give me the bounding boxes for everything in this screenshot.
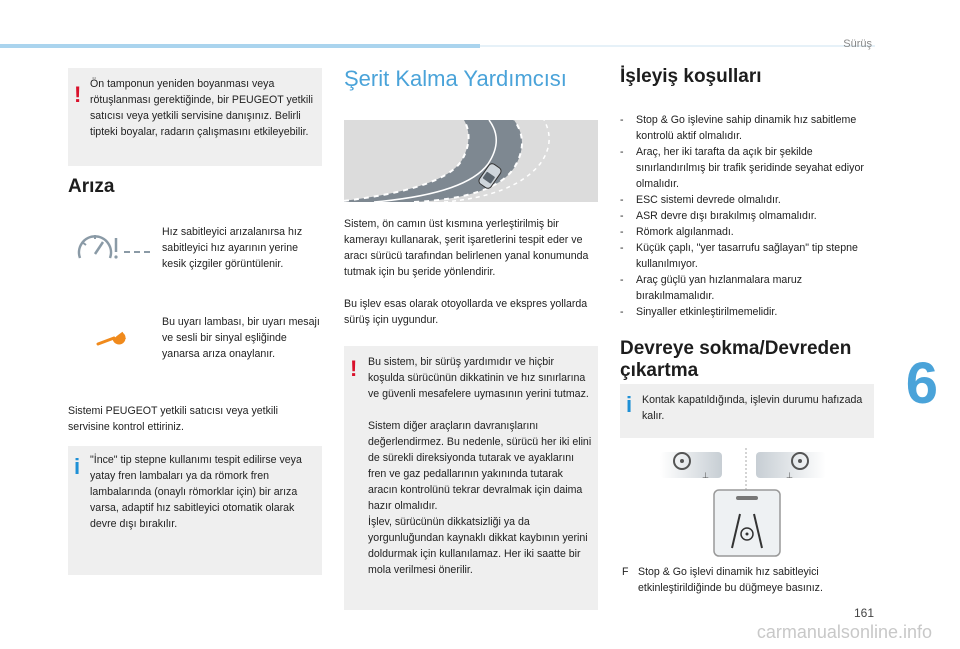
header-bar (0, 44, 480, 48)
action-symbol: F (622, 566, 629, 578)
list-item: - Küçük çaplı, "yer tasarrufu sağlayan" tip stepne kullanılmıyor. (620, 240, 870, 272)
speedometer-dashes-icon (76, 228, 156, 264)
lane-warning-box (344, 346, 598, 610)
warning-icon: ! (350, 356, 358, 381)
conditions-list (620, 112, 870, 320)
lane-assist-description: Sistem, ön camın üst kısmına yerleştirilmiş bir kamerayı kullanarak, şerit işaretlerini tespit eder ve aracı sürücü tarafından belirlenen yanal konumunda tutmak için bu şeride yönlendirir. (344, 218, 589, 278)
activation-heading (620, 338, 851, 382)
info-box (68, 446, 322, 575)
fault-item-2: Bu uyarı lambası, bir uyarı mesajı ve sesli bir sinyal eşliğinde yanarsa arıza onaylanır. (162, 316, 320, 360)
svg-text:⊥: ⊥ (702, 471, 709, 480)
service-text: Sistemi PEUGEOT yetkili satıcısı veya yetkili servisine kontrol ettiriniz. (68, 405, 278, 433)
memory-info-box (620, 384, 874, 438)
lane-warning-p2: Sistem diğer araçların davranışlarını değerlendirmez. Bu nedenle, sürücü her iki elini de sürekli direksiyonda tutarak ve ayaklarını fren ve gaz pedallarının yakınında tutarak aracın kontrolünü tekrar devralmak için daima hazır olmalıdır. (368, 420, 592, 512)
list-item: - ASR devre dışı bırakılmış olmamalıdır. (620, 208, 870, 224)
action-text: Stop & Go işlevi dinamik hız sabitleyici etkinleştirildiğinde bu düğmeye basınız. (638, 566, 823, 594)
svg-text:⊥: ⊥ (786, 471, 793, 480)
fault-item-1: Hız sabitleyici arızalanırsa hız sabitleyici hız ayarının yerine kesik çizgiler görüntülenir. (162, 226, 303, 270)
info-icon: i (74, 454, 81, 479)
warning-text: Ön tamponun yeniden boyanması veya rötuşlanması gerektiğinde, bir PEUGEOT yetkili satıcısı veya yetkili servisine danışınız. Belirli tipteki boyalar, radarın çalışmasını etkileyebilir. (90, 78, 313, 138)
header-rule (480, 45, 875, 47)
lane-keeping-road-icon (344, 120, 598, 202)
list-item: - ESC sistemi devrede olmalıdır. (620, 192, 870, 208)
activation-heading-line2: çıkartma (620, 360, 699, 381)
lane-assist-button-icon (660, 448, 830, 558)
list-item: - Sinyaller etkinleştirilmemelidir. (620, 304, 870, 320)
section-title: Sürüş (843, 38, 872, 50)
lane-assist-description-2: Bu işlev esas olarak otoyollarda ve ekspres yollarda sürüş için uygundur. (344, 298, 588, 326)
watermark: carmanualsonline.info (756, 622, 932, 642)
lane-warning-p1: Bu sistem, bir sürüş yardımıdır ve hiçbir koşulda sürücünün dikkatinin ve hız sınırlarına ve güvenli mesafelere uymasının yerini tutmaz. (368, 356, 589, 400)
warning-icon: ! (74, 82, 82, 107)
warning-box (68, 68, 322, 166)
list-item: - Araç güçlü yan hızlanmalara maruz bırakılmamalıdır. (620, 272, 870, 304)
memory-info-text: Kontak kapatıldığında, işlevin durumu hafızada kalır. (642, 394, 863, 422)
list-item: - Araç, her iki tarafta da açık bir şekilde sınırlandırılmış bir trafik şeridinde seyahat ediyor olmalıdır. (620, 144, 870, 192)
lane-warning-p3: İşlev, sürücünün dikkatsizliği ya da yorgunluğundan kaynaklı dikkat kaybının yerini doldurmak için kullanılamaz. Her iki saatte bir mola verilmesi önerilir. (368, 516, 588, 576)
conditions-heading: İşleyiş koşulları (620, 66, 762, 87)
info-icon: i (626, 392, 633, 417)
page-number: 161 (853, 606, 874, 620)
info-text: "İnce" tip stepne kullanımı tespit edilirse veya yatay fren lambaları ya da römork fren lambalarında (onaylı römorklar için) bir arıza varsa, adaptif hız sabitleyici otomatik olarak devre dışı bırakılır. (90, 454, 302, 530)
wrench-warning-icon (96, 330, 128, 348)
list-item: - Römork algılanmadı. (620, 224, 870, 240)
chapter-number: 6 (905, 351, 938, 416)
list-item: - Stop & Go işlevine sahip dinamik hız sabitleme kontrolü aktif olmalıdır. (620, 112, 870, 144)
activation-heading-line1: Devreye sokma/Devreden (620, 338, 852, 359)
lane-assist-title: Şerit Kalma Yardımcısı (344, 66, 567, 91)
fault-heading: Arıza (68, 176, 115, 197)
